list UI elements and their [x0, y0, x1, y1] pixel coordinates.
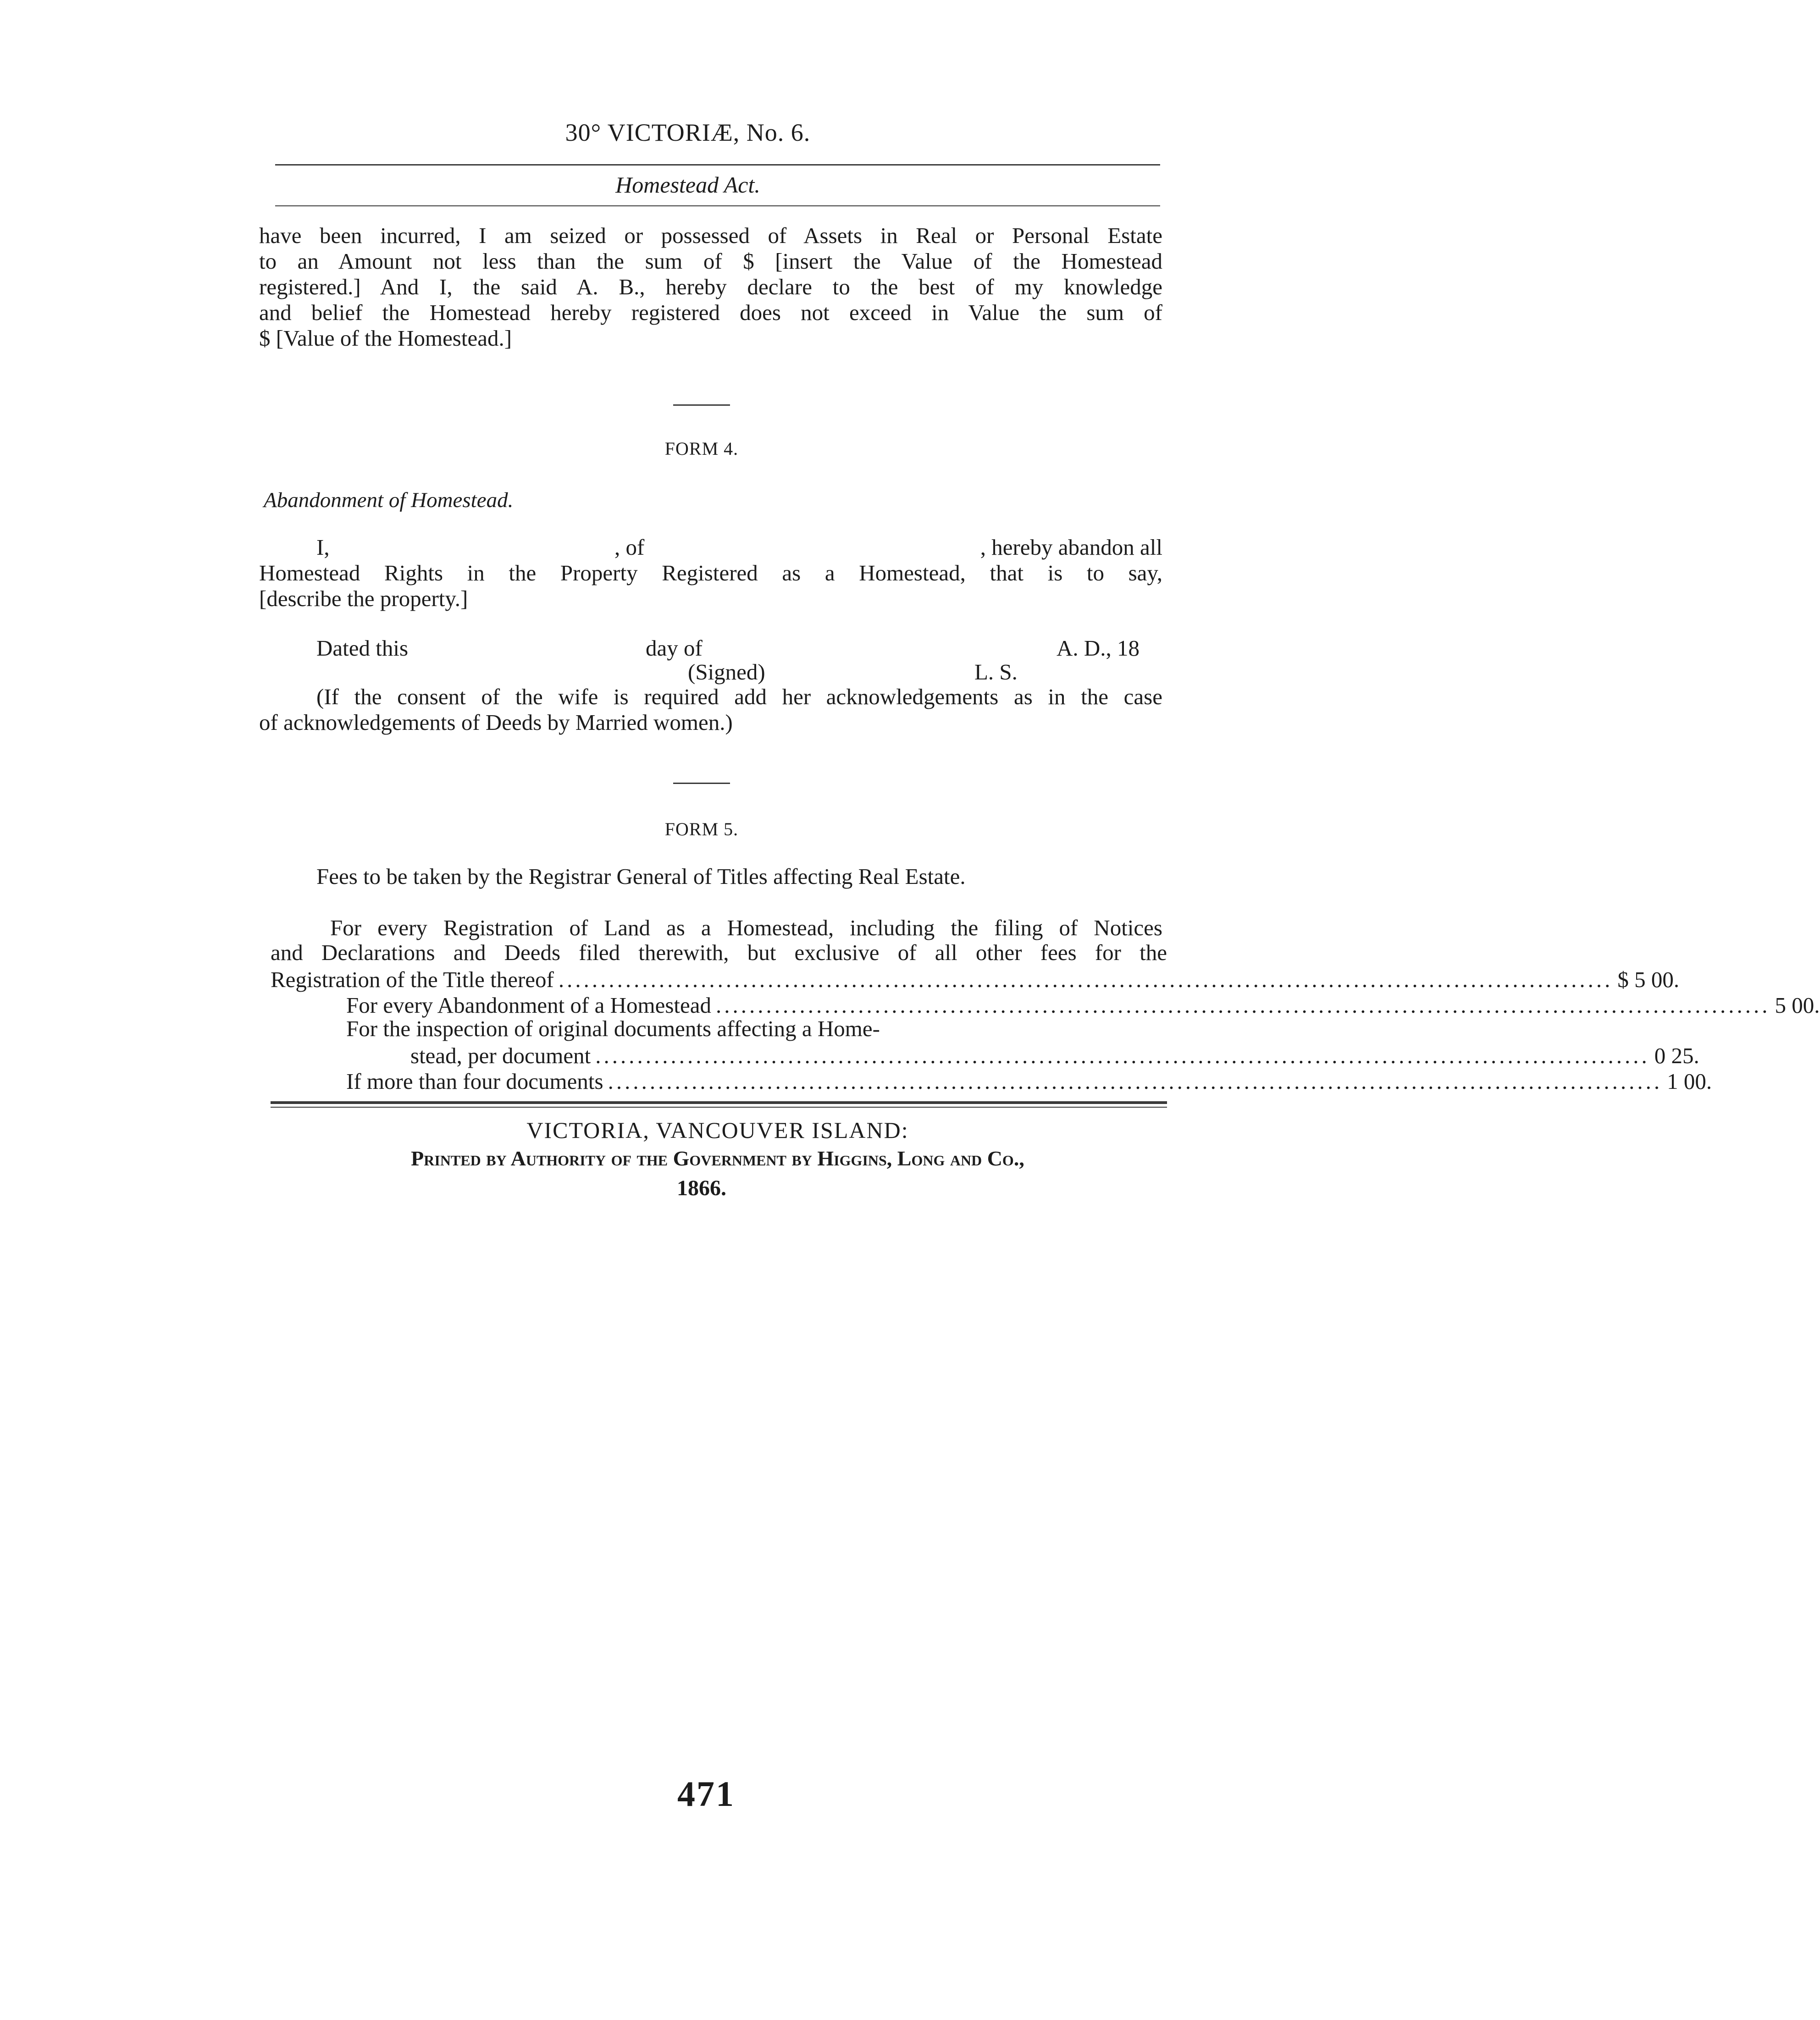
fee-label: stead, per document — [410, 1043, 591, 1068]
form4-signed: (Signed) — [688, 659, 765, 684]
imprint-rule-thick — [271, 1101, 1167, 1104]
fee-row — [271, 966, 1680, 993]
fee-leader-dots: .............................................................................................................................. — [608, 1069, 1663, 1094]
section-divider — [673, 783, 730, 784]
continuation-line: registered.] And I, the said A. B., hereby declare to the best of my knowledge — [259, 274, 1162, 299]
form4-heading: FORM 4. — [664, 438, 739, 459]
running-title: Homestead Act. — [615, 172, 760, 198]
form4-line1-of: , of — [614, 535, 645, 560]
fee-amount: 5 00. — [1775, 993, 1820, 1018]
imprint-rule-thin — [271, 1107, 1167, 1108]
continuation-line: have been incurred, I am seized or possessed of Assets in Real or Personal Estate — [259, 223, 1162, 248]
page-header-title: 30° VICTORIÆ, No. 6. — [565, 119, 811, 146]
fee-row — [346, 992, 1820, 1018]
fee-amount: 1 00. — [1667, 1069, 1712, 1094]
fee-label: For every Abandonment of a Homestead — [346, 993, 712, 1018]
form4-ad: A. D., 18 — [1056, 635, 1140, 661]
form4-line1-i: I, — [316, 535, 330, 560]
form5-intro-line: and Declarations and Deeds filed therewith, but exclusive of all other fees for the — [271, 940, 1167, 965]
form4-consent-line: (If the consent of the wife is required add her acknowledgements as in the case — [316, 684, 1162, 709]
imprint-printer: Printed by Authority of the Government by Higgins, Long and Co., — [411, 1147, 1024, 1170]
fee-row — [410, 1043, 1699, 1069]
form4-consent-line: of acknowledgements of Deeds by Married women.) — [259, 710, 733, 735]
fee-leader-dots: .............................................................................................................................. — [716, 993, 1770, 1018]
fee-label: Registration of the Title thereof — [271, 967, 554, 992]
form5-heading: FORM 5. — [664, 819, 739, 839]
header-rule-top — [275, 164, 1160, 166]
page-number: 471 — [677, 1774, 735, 1814]
imprint-year: 1866. — [677, 1176, 726, 1200]
form5-title: Fees to be taken by the Registrar General of Titles affecting Real Estate. — [316, 864, 966, 889]
fee-row — [346, 1068, 1712, 1094]
form4-day-of: day of — [646, 635, 703, 661]
form4-ls: L. S. — [974, 659, 1018, 684]
fee-leader-dots: .............................................................................................................................. — [558, 967, 1613, 992]
fee-label: For the inspection of original documents affecting a Home- — [346, 1016, 880, 1041]
form4-line3: [describe the property.] — [259, 586, 468, 611]
fee-amount: 0 25. — [1654, 1043, 1699, 1068]
continuation-line: $ [Value of the Homestead.] — [259, 326, 512, 351]
continuation-line: and belief the Homestead hereby registered does not exceed in Value the sum of — [259, 300, 1162, 325]
continuation-line: to an Amount not less than the sum of $ [insert the Value of the Homestead — [259, 248, 1162, 274]
form4-title: Abandonment of Homestead. — [264, 488, 514, 512]
section-divider — [673, 404, 730, 406]
fee-label: If more than four documents — [346, 1069, 603, 1094]
fee-amount: $ 5 00. — [1617, 967, 1680, 992]
form5-intro-line: For every Registration of Land as a Homestead, including the filing of Notices — [330, 915, 1162, 940]
form4-dated-label: Dated this — [316, 635, 409, 661]
fee-leader-dots: .............................................................................................................................. — [595, 1043, 1650, 1068]
header-rule-bottom — [275, 205, 1160, 206]
form4-line1-abandon: , hereby abandon all — [980, 535, 1162, 560]
form4-line2: Homestead Rights in the Property Registered as a Homestead, that is to say, — [259, 560, 1162, 585]
imprint-place: VICTORIA, VANCOUVER ISLAND: — [526, 1117, 909, 1143]
